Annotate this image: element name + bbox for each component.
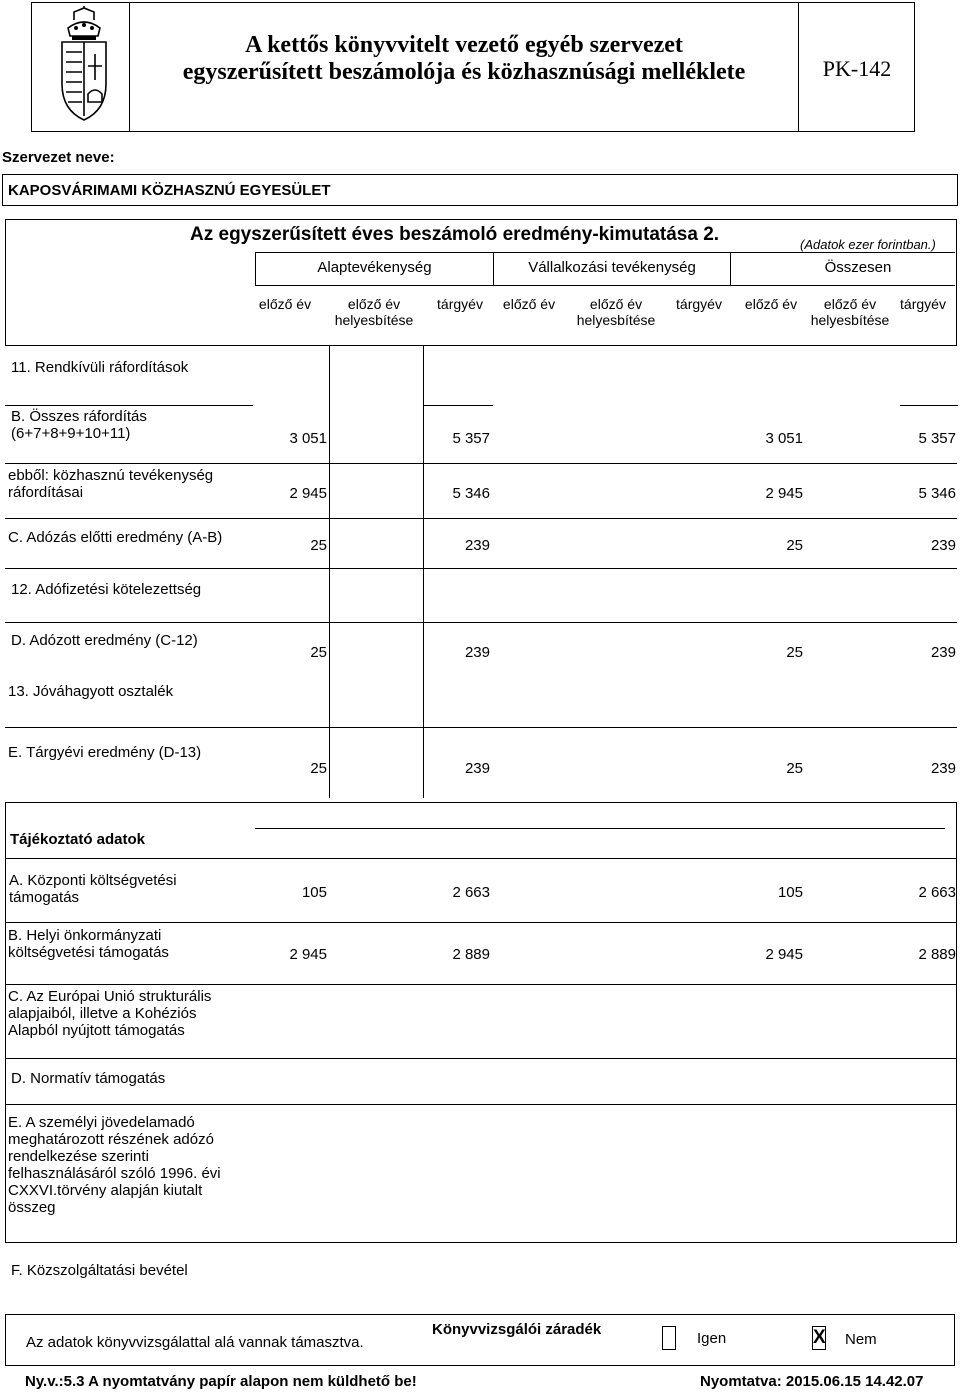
footer-right: Nyomtatva: 2015.06.15 14.42.07 — [700, 1373, 924, 1390]
audit-yes-checkbox[interactable] — [662, 1326, 676, 1350]
row-d-total-prev: 25 — [786, 644, 803, 661]
audit-yes-label: Igen — [697, 1330, 727, 1347]
row-public-basic-prev: 2 945 — [289, 485, 327, 502]
form-title — [130, 32, 798, 86]
col-basic-curr: tárgyév — [437, 296, 483, 312]
row-b-label: B. Összes ráfordítás (6+7+8+9+10+11) — [11, 408, 147, 442]
form-title-line2: egyszerűsített beszámolója és közhasznúsági melléklete — [182, 59, 746, 85]
info-b-total-curr: 2 889 — [918, 946, 956, 963]
col-basic-corr: előző év helyesbítése — [334, 296, 414, 328]
audit-no-mark: X — [813, 1327, 826, 1348]
info-f-label: F. Közszolgáltatási bevétel — [11, 1262, 188, 1279]
row-e-basic-prev: 25 — [310, 760, 327, 777]
col-total-curr: tárgyév — [900, 296, 946, 312]
info-a-basic-curr: 2 663 — [452, 884, 490, 901]
col-basic-prev: előző év — [258, 296, 312, 312]
info-b-basic-prev: 2 945 — [289, 946, 327, 963]
row-c-total-prev: 25 — [786, 537, 803, 554]
info-e-label: E. A személyi jövedelamadó meghatározott részének adózó rendelkezése szerinti felhasználásáról szóló 1996. évi CXXVI.törvény alapján kiutalt összeg — [8, 1114, 221, 1216]
row-public-total-curr: 5 346 — [918, 485, 956, 502]
row-b-basic-curr: 5 357 — [452, 430, 490, 447]
row-c-total-curr: 239 — [930, 537, 956, 554]
row-b-total-curr: 5 357 — [918, 430, 956, 447]
info-a-basic-prev: 105 — [301, 884, 327, 901]
audit-statement: Az adatok könyvvizsgálattal alá vannak támasztva. — [26, 1334, 364, 1351]
row-e-label: E. Tárgyévi eredmény (D-13) — [8, 744, 202, 761]
info-b-total-prev: 2 945 — [765, 946, 803, 963]
row-b-basic-prev: 3 051 — [289, 430, 327, 447]
footer-left: Ny.v.:5.3 A nyomtatvány papír alapon nem küldhető be! — [25, 1373, 417, 1390]
row-e-basic-curr: 239 — [464, 760, 490, 777]
col-total-prev: előző év — [744, 296, 798, 312]
row-public-expense-label: ebből: közhasznú tevékenység ráfordításai — [8, 467, 214, 501]
row-d-basic-prev: 25 — [310, 644, 327, 661]
row-b-total-prev: 3 051 — [765, 430, 803, 447]
row-public-basic-curr: 5 346 — [452, 485, 490, 502]
audit-title: Könyvvizsgálói záradék — [432, 1321, 602, 1338]
form-code: PK-142 — [822, 56, 892, 81]
row-e-total-curr: 239 — [930, 760, 956, 777]
info-d-label: D. Normatív támogatás — [11, 1070, 166, 1087]
col-biz-corr: előző év helyesbítése — [576, 296, 656, 328]
report-title: Az egyszerűsített éves beszámoló eredmény-kimutatása 2. — [190, 224, 720, 245]
org-name: KAPOSVÁRIMAMI KÖZHASZNÚ EGYESÜLET — [8, 182, 331, 199]
info-a-total-prev: 105 — [777, 884, 803, 901]
units-note: (Adatok ezer forintban.) — [800, 237, 936, 252]
col-biz-curr: tárgyév — [676, 296, 722, 312]
row-c-basic-curr: 239 — [464, 537, 490, 554]
row-e-total-prev: 25 — [786, 760, 803, 777]
row-d-total-curr: 239 — [930, 644, 956, 661]
col-biz-prev: előző év — [502, 296, 556, 312]
row-d-basic-curr: 239 — [464, 644, 490, 661]
group-basic: Alaptevékenység — [317, 259, 432, 276]
info-a-total-curr: 2 663 — [918, 884, 956, 901]
info-title: Tájékoztató adatok — [10, 831, 146, 848]
org-label: Szervezet neve: — [2, 149, 115, 166]
info-a-label: A. Központi költségvetési támogatás — [9, 872, 177, 906]
row-11-label: 11. Rendkívüli ráfordítások — [11, 359, 189, 376]
row-public-total-prev: 2 945 — [765, 485, 803, 502]
group-business: Vállalkozási tevékenység — [528, 259, 696, 276]
info-b-label: B. Helyi önkormányzati költségvetési támogatás — [8, 927, 169, 961]
row-c-basic-prev: 25 — [310, 537, 327, 554]
audit-no-checkbox[interactable] — [812, 1326, 826, 1350]
row-c-label: C. Adózás előtti eredmény (A-B) — [8, 529, 223, 546]
coat-of-arms-icon — [52, 6, 116, 124]
col-total-corr: előző év helyesbítése — [810, 296, 890, 328]
info-c-label: C. Az Európai Unió strukturális alapjaiból, illetve a Kohéziós Alapból nyújtott támogatás — [8, 988, 212, 1039]
audit-no-label: Nem — [845, 1331, 877, 1348]
info-b-basic-curr: 2 889 — [452, 946, 490, 963]
row-12-label: 12. Adófizetési kötelezettség — [11, 581, 202, 598]
form-title-line1: A kettős könyvvitelt vezető egyéb szervezet — [245, 32, 683, 58]
row-13-label: 13. Jóváhagyott osztalék — [8, 683, 174, 700]
group-total: Összesen — [824, 259, 892, 276]
row-d-label: D. Adózott eredmény (C-12) — [11, 632, 198, 649]
